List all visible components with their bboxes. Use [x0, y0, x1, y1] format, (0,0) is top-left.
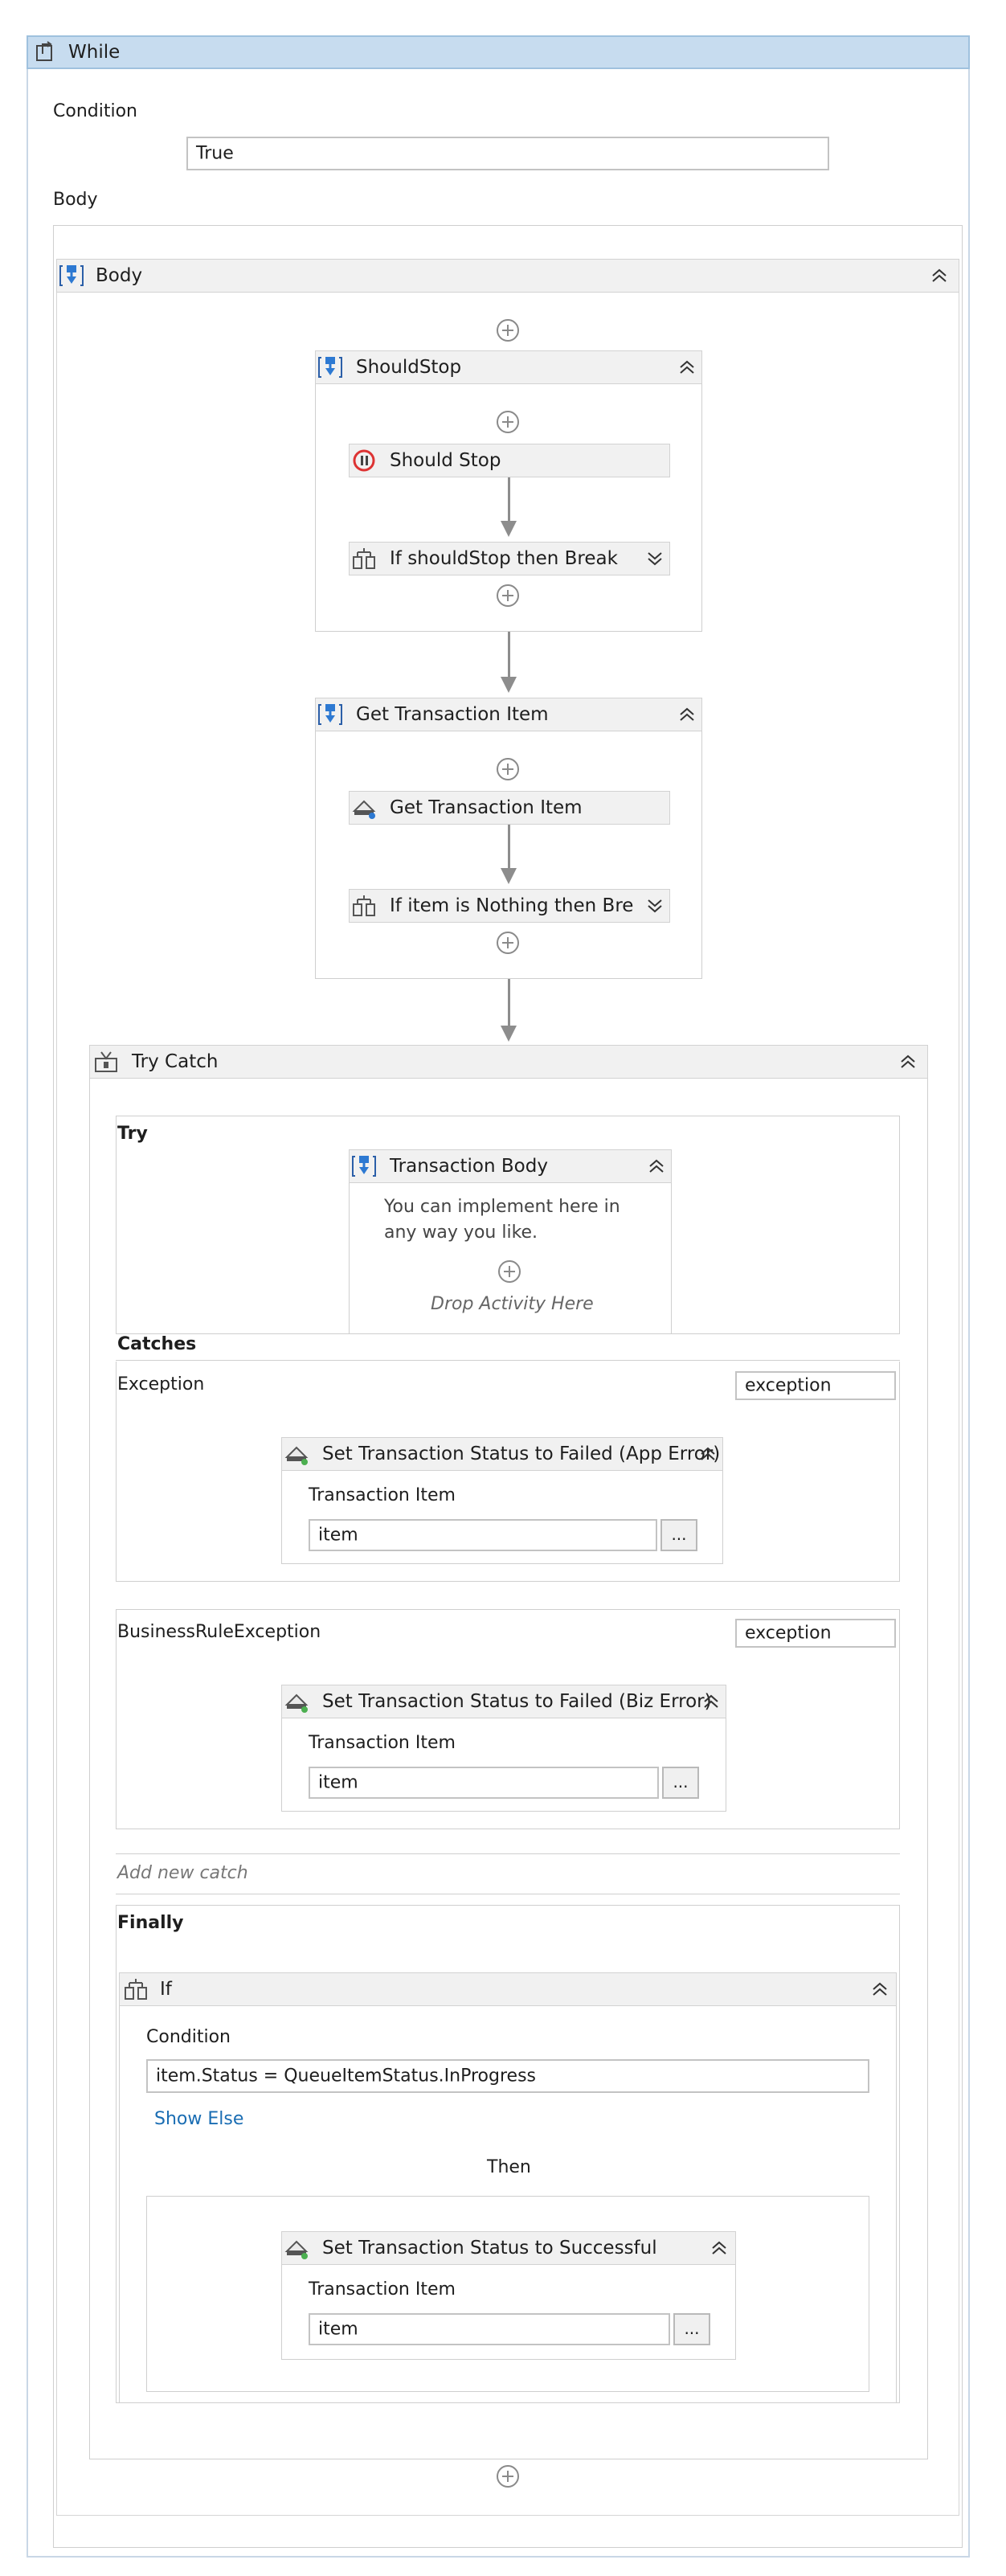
connector-line [508, 477, 510, 522]
transaction-body-title: Transaction Body [390, 1156, 548, 1177]
if-icon [351, 893, 377, 919]
if-item-nothing-activity[interactable] [349, 889, 670, 923]
while-condition-label: Condition [53, 101, 137, 121]
connector-line [508, 979, 510, 1026]
show-else-link[interactable]: Show Else [154, 2109, 244, 2129]
connector-line [508, 632, 510, 678]
transaction-item-input[interactable]: item [309, 2313, 670, 2345]
collapse-icon[interactable] [677, 705, 697, 724]
if-should-stop-activity[interactable] [349, 542, 670, 575]
sequence-icon [59, 263, 84, 289]
while-title: While [68, 42, 121, 63]
get-transaction-item-title: Get Transaction Item [390, 797, 583, 818]
collapse-icon[interactable] [698, 1444, 718, 1464]
if-condition-input[interactable]: item.Status = QueueItemStatus.InProgress [146, 2059, 869, 2093]
browse-button[interactable]: ... [673, 2313, 710, 2345]
if-icon [351, 546, 377, 571]
divider [116, 1360, 900, 1361]
get-transaction-item-activity[interactable] [349, 791, 670, 825]
collapse-icon[interactable] [677, 358, 697, 377]
transaction-item-label: Transaction Item [309, 1733, 456, 1753]
browse-button[interactable]: ... [662, 1767, 699, 1799]
if-activity-title: If [160, 1979, 172, 2000]
browse-button[interactable]: ... [660, 1519, 697, 1551]
catch-exception-variable[interactable]: exception [735, 1371, 896, 1400]
try-catch-title: Try Catch [132, 1051, 219, 1072]
while-body-label: Body [53, 190, 98, 210]
body-sequence-header[interactable] [56, 259, 959, 293]
sequence-icon [317, 354, 343, 380]
collapse-icon[interactable] [647, 1157, 666, 1176]
add-activity-icon[interactable] [496, 931, 520, 955]
connector-arrow [501, 521, 517, 537]
connector-arrow [501, 868, 517, 884]
add-activity-icon[interactable] [496, 757, 520, 781]
set-status-successful-header[interactable] [281, 2231, 736, 2265]
queue-icon [284, 1441, 309, 1467]
collapse-icon[interactable] [701, 1692, 721, 1711]
if-condition-label: Condition [146, 2027, 231, 2047]
set-status-biz-error-title: Set Transaction Status to Failed (Biz Error) [322, 1691, 712, 1712]
transaction-body-note: You can implement here in any way you like. [384, 1197, 620, 1243]
connector-arrow [501, 677, 517, 693]
add-activity-icon[interactable] [496, 410, 520, 434]
transaction-item-label: Transaction Item [309, 1485, 456, 1505]
set-status-app-error-title: Set Transaction Status to Failed (App Error) [322, 1444, 721, 1464]
should-stop-activity[interactable] [349, 444, 670, 477]
expand-icon[interactable] [645, 549, 665, 568]
add-activity-icon[interactable] [496, 584, 520, 608]
catches-label: Catches [117, 1334, 197, 1354]
if-activity-header[interactable] [119, 1972, 897, 2006]
queue-icon [351, 795, 377, 821]
collapse-icon[interactable] [898, 1052, 918, 1071]
queue-icon [284, 1689, 309, 1714]
connector-arrow [501, 1026, 517, 1042]
transaction-item-label: Transaction Item [309, 2279, 456, 2300]
expand-icon[interactable] [645, 896, 665, 915]
collapse-icon[interactable] [870, 1980, 889, 1999]
should-stop-activity-title: Should Stop [390, 450, 501, 471]
while-header[interactable] [27, 35, 970, 69]
collapse-icon[interactable] [930, 266, 949, 285]
while-condition-input[interactable]: True [186, 137, 829, 170]
add-activity-icon[interactable] [496, 2464, 520, 2488]
while-loop-icon [35, 41, 57, 63]
try-catch-header[interactable] [89, 1045, 928, 1079]
transaction-item-input[interactable]: item [309, 1767, 659, 1799]
drop-activity-hint: Drop Activity Here [431, 1294, 594, 1314]
add-activity-icon[interactable] [496, 318, 520, 342]
sequence-icon [317, 702, 343, 727]
try-label: Try [117, 1124, 148, 1144]
body-sequence-title: Body [96, 265, 143, 286]
transaction-body-header[interactable] [349, 1149, 672, 1183]
add-activity-icon[interactable] [497, 1259, 521, 1284]
get-item-title: Get Transaction Item [356, 704, 549, 725]
should-stop-title: ShouldStop [356, 357, 462, 378]
if-should-stop-title: If shouldStop then Break [390, 548, 618, 569]
try-catch-icon [93, 1049, 119, 1075]
queue-icon [284, 2235, 309, 2261]
sequence-icon [351, 1153, 377, 1179]
get-item-header[interactable] [315, 698, 702, 731]
should-stop-header[interactable] [315, 350, 702, 384]
set-status-app-error-header[interactable] [281, 1437, 723, 1471]
divider [116, 1853, 900, 1854]
catch-business-rule-variable[interactable]: exception [735, 1619, 896, 1648]
set-status-biz-error-header[interactable] [281, 1685, 726, 1718]
collapse-icon[interactable] [710, 2238, 729, 2258]
catch-exception-type: Exception [117, 1374, 205, 1394]
then-label: Then [487, 2157, 531, 2177]
finally-label: Finally [117, 1913, 184, 1933]
add-new-catch-link[interactable]: Add new catch [117, 1863, 248, 1883]
transaction-item-input[interactable]: item [309, 1519, 657, 1551]
if-icon [123, 1976, 149, 2002]
catch-business-rule-type: BusinessRuleException [117, 1622, 321, 1642]
if-item-nothing-title: If item is Nothing then Bre [390, 895, 634, 916]
set-status-successful-title: Set Transaction Status to Successful [322, 2238, 657, 2259]
connector-line [508, 825, 510, 870]
stop-icon [351, 448, 377, 473]
